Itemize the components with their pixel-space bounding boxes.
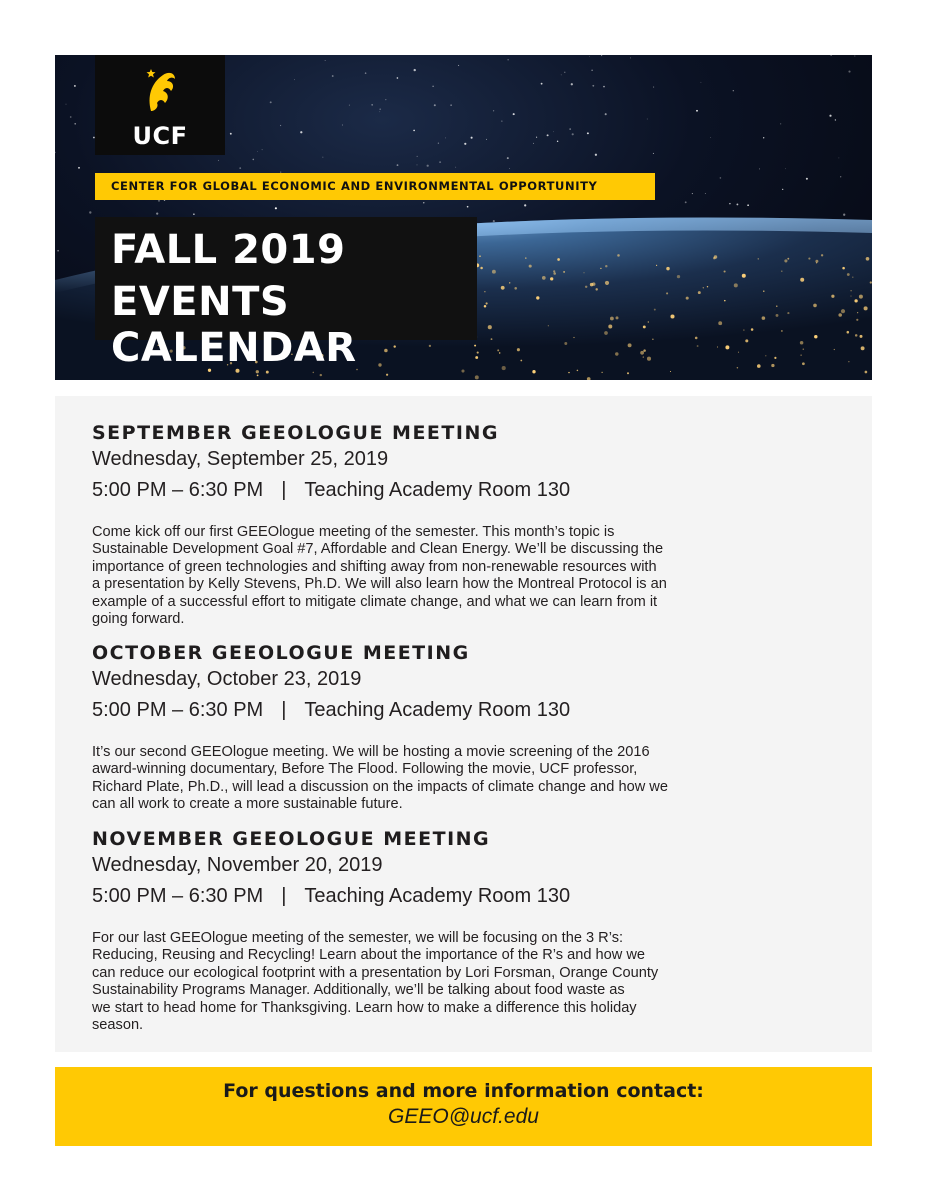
star bbox=[57, 250, 59, 252]
city-light bbox=[550, 277, 553, 280]
star bbox=[380, 112, 381, 113]
star bbox=[372, 104, 373, 105]
star bbox=[439, 161, 441, 163]
city-light bbox=[529, 265, 532, 268]
city-light bbox=[859, 295, 863, 299]
city-light bbox=[643, 356, 644, 357]
city-light bbox=[677, 275, 680, 278]
city-light bbox=[542, 276, 546, 280]
city-light bbox=[502, 366, 506, 370]
star bbox=[417, 165, 418, 166]
city-light bbox=[497, 349, 499, 351]
star bbox=[74, 85, 76, 87]
star bbox=[414, 69, 416, 71]
star bbox=[70, 116, 72, 118]
city-light bbox=[514, 287, 517, 290]
star bbox=[780, 123, 781, 124]
event-time: 5:00 PM – 6:30 PM bbox=[92, 885, 264, 907]
event-description bbox=[92, 744, 832, 814]
event-time: 5:00 PM – 6:30 PM bbox=[92, 479, 264, 501]
city-light bbox=[842, 267, 845, 270]
star bbox=[275, 207, 277, 209]
star bbox=[89, 211, 91, 213]
city-light bbox=[479, 255, 481, 257]
city-light bbox=[548, 325, 549, 326]
description-line: Come kick off our first GEEOlogue meeting of the semester. This month’s topic is bbox=[92, 524, 615, 540]
star bbox=[839, 158, 840, 159]
city-light bbox=[475, 375, 479, 379]
star bbox=[445, 138, 446, 139]
description-line: Sustainable Development Goal #7, Affordable and Clean Energy. We’ll be discussing the bbox=[92, 541, 664, 558]
description-line: season. bbox=[92, 1017, 144, 1034]
star bbox=[571, 83, 573, 85]
star bbox=[66, 104, 67, 105]
city-light bbox=[563, 271, 565, 273]
contact-email-link[interactable]: GEEO@ucf.edu bbox=[388, 1105, 539, 1128]
city-light bbox=[725, 345, 729, 349]
city-light bbox=[803, 348, 804, 349]
star bbox=[493, 110, 494, 111]
event-title: SEPTEMBER GEEOLOGUE MEETING bbox=[92, 422, 499, 444]
city-light bbox=[808, 258, 810, 260]
star bbox=[507, 157, 509, 159]
city-light bbox=[484, 305, 487, 308]
star bbox=[349, 105, 350, 106]
star bbox=[603, 86, 605, 88]
star bbox=[547, 134, 549, 136]
star bbox=[323, 157, 324, 158]
city-light bbox=[831, 295, 834, 298]
city-light bbox=[484, 291, 485, 292]
star bbox=[747, 204, 749, 206]
city-light bbox=[737, 367, 738, 368]
star bbox=[464, 143, 466, 145]
city-light bbox=[592, 282, 596, 286]
city-light bbox=[870, 281, 872, 283]
star bbox=[553, 131, 554, 132]
city-light bbox=[787, 312, 789, 314]
page-title bbox=[95, 217, 477, 371]
star bbox=[729, 203, 731, 205]
city-light bbox=[776, 306, 777, 307]
star bbox=[733, 90, 734, 91]
star bbox=[78, 167, 80, 169]
city-light bbox=[724, 270, 726, 272]
star bbox=[561, 75, 562, 76]
contact-footer bbox=[55, 1067, 872, 1146]
city-light bbox=[501, 286, 505, 290]
star bbox=[427, 165, 429, 167]
event-november bbox=[92, 828, 832, 1034]
city-light bbox=[717, 346, 718, 347]
city-light bbox=[648, 321, 649, 322]
city-light bbox=[266, 371, 269, 374]
description-line: importance of green technologies and shifting away from non-renewable resources with bbox=[92, 558, 657, 575]
city-light bbox=[856, 319, 858, 321]
city-light bbox=[610, 317, 614, 321]
city-light bbox=[751, 328, 754, 331]
description-line: can reduce our ecological footprint with a presentation by Lori Forsman, Orange County bbox=[92, 964, 659, 981]
star bbox=[280, 125, 281, 126]
star bbox=[365, 72, 367, 74]
city-light bbox=[714, 255, 717, 258]
city-light bbox=[670, 371, 671, 372]
separator: | bbox=[281, 479, 287, 501]
city-light bbox=[536, 296, 539, 299]
star bbox=[332, 75, 334, 77]
event-title: OCTOBER GEEOLOGUE MEETING bbox=[92, 642, 470, 664]
star bbox=[705, 193, 706, 194]
city-light bbox=[855, 334, 858, 337]
star bbox=[325, 60, 326, 61]
star bbox=[501, 121, 502, 122]
star bbox=[843, 214, 845, 216]
city-light bbox=[656, 265, 657, 266]
city-light bbox=[568, 372, 569, 373]
city-light bbox=[491, 338, 493, 340]
city-light bbox=[802, 362, 805, 365]
pegasus-icon bbox=[145, 67, 177, 117]
star bbox=[385, 99, 386, 100]
star bbox=[257, 151, 258, 152]
city-light bbox=[814, 335, 817, 338]
star bbox=[736, 203, 738, 205]
city-light bbox=[850, 290, 851, 291]
star bbox=[557, 141, 558, 142]
star bbox=[262, 149, 263, 150]
star bbox=[840, 176, 841, 177]
contact-label: For questions and more information contact: bbox=[223, 1080, 704, 1102]
star bbox=[647, 119, 648, 120]
star bbox=[417, 156, 418, 157]
star bbox=[270, 101, 272, 103]
city-light bbox=[848, 361, 849, 362]
star bbox=[595, 154, 597, 156]
event-location: Teaching Academy Room 130 bbox=[304, 885, 571, 907]
event-date: Wednesday, October 23, 2019 bbox=[92, 668, 362, 690]
description-line: Sustainability Programs Manager. Additionally, we’ll be talking about food waste as bbox=[92, 982, 625, 999]
star bbox=[434, 104, 436, 106]
city-light bbox=[866, 257, 870, 261]
city-light bbox=[509, 282, 510, 283]
city-light bbox=[774, 357, 776, 359]
star bbox=[239, 167, 241, 169]
star bbox=[397, 164, 399, 166]
city-light bbox=[821, 254, 823, 256]
events-panel bbox=[55, 396, 872, 1052]
event-september bbox=[92, 422, 832, 628]
star bbox=[829, 115, 831, 117]
star bbox=[589, 56, 590, 57]
ucf-logo-text: UCF bbox=[132, 122, 188, 150]
description-line: a presentation by Kelly Stevens, Ph.D. We will also learn how the Montreal Protocol is an bbox=[92, 576, 667, 593]
city-light bbox=[695, 337, 698, 340]
city-light bbox=[492, 270, 496, 274]
city-light bbox=[800, 341, 804, 345]
city-light bbox=[850, 296, 851, 297]
description-line: we start to head home for Thanksgiving. Learn how to make a difference this holiday bbox=[92, 999, 637, 1016]
city-light bbox=[652, 339, 653, 340]
ucf-logo bbox=[95, 55, 225, 155]
city-light bbox=[686, 297, 689, 300]
event-october bbox=[92, 642, 832, 814]
star bbox=[685, 201, 687, 203]
city-light bbox=[601, 372, 602, 373]
star bbox=[564, 72, 565, 73]
star bbox=[605, 113, 607, 115]
star bbox=[524, 204, 526, 206]
city-light bbox=[643, 349, 646, 352]
city-light bbox=[525, 257, 526, 258]
city-light bbox=[787, 258, 789, 260]
city-light bbox=[386, 374, 388, 376]
city-light bbox=[847, 273, 850, 276]
city-light bbox=[776, 314, 779, 317]
city-light bbox=[697, 345, 699, 347]
star bbox=[763, 137, 764, 138]
star bbox=[720, 177, 722, 179]
city-light bbox=[617, 254, 620, 257]
star bbox=[509, 168, 510, 169]
star bbox=[536, 137, 537, 138]
city-light bbox=[600, 268, 601, 269]
event-location: Teaching Academy Room 130 bbox=[304, 479, 571, 501]
star bbox=[541, 83, 543, 85]
star bbox=[230, 133, 232, 135]
star bbox=[696, 110, 698, 112]
city-light bbox=[480, 267, 483, 270]
city-light bbox=[703, 287, 704, 288]
city-light bbox=[758, 258, 759, 259]
title-line-2: EVENTS CALENDAR bbox=[111, 279, 357, 371]
city-light bbox=[718, 321, 722, 325]
star bbox=[252, 159, 254, 161]
star bbox=[458, 65, 459, 66]
event-date: Wednesday, September 25, 2019 bbox=[92, 448, 389, 470]
star bbox=[601, 55, 602, 56]
star bbox=[848, 71, 850, 73]
city-light bbox=[615, 352, 618, 355]
city-light bbox=[781, 271, 782, 272]
city-light bbox=[834, 349, 835, 350]
event-time-location bbox=[92, 699, 832, 722]
event-date: Wednesday, November 20, 2019 bbox=[92, 854, 383, 876]
description-line: For our last GEEOlogue meeting of the semester, we will be focusing on the 3 R’s: bbox=[92, 930, 624, 946]
city-light bbox=[838, 313, 842, 317]
city-light bbox=[738, 352, 739, 353]
city-light bbox=[313, 372, 315, 374]
city-light bbox=[486, 302, 488, 304]
star bbox=[591, 70, 593, 72]
star bbox=[653, 153, 654, 154]
event-location: Teaching Academy Room 130 bbox=[304, 699, 571, 721]
star bbox=[397, 77, 399, 79]
city-light bbox=[557, 258, 560, 261]
star bbox=[379, 108, 381, 110]
city-light bbox=[815, 260, 818, 263]
star bbox=[471, 137, 473, 139]
city-light bbox=[852, 277, 853, 278]
star bbox=[692, 193, 693, 194]
star bbox=[513, 113, 515, 115]
city-light bbox=[763, 291, 764, 292]
star bbox=[630, 57, 631, 58]
city-light bbox=[577, 370, 579, 372]
star bbox=[570, 129, 571, 130]
city-light bbox=[647, 357, 651, 361]
city-light bbox=[627, 372, 629, 374]
star bbox=[806, 178, 808, 180]
event-time: 5:00 PM – 6:30 PM bbox=[92, 699, 264, 721]
city-light bbox=[595, 288, 597, 290]
star bbox=[700, 82, 701, 83]
star bbox=[782, 189, 783, 190]
star bbox=[294, 79, 295, 80]
star bbox=[55, 152, 56, 153]
city-light bbox=[532, 370, 535, 373]
star bbox=[467, 206, 469, 208]
star bbox=[831, 55, 832, 56]
city-light bbox=[757, 364, 761, 368]
header-banner bbox=[55, 55, 872, 380]
city-light bbox=[765, 355, 766, 356]
city-light bbox=[654, 309, 656, 311]
star bbox=[300, 131, 302, 133]
star bbox=[455, 167, 456, 168]
event-title: NOVEMBER GEEOLOGUE MEETING bbox=[92, 828, 491, 850]
city-light bbox=[520, 360, 522, 362]
org-name-bar: CENTER FOR GLOBAL ECONOMIC AND ENVIRONMENTAL OPPORTUNITY bbox=[95, 173, 655, 200]
city-light bbox=[865, 371, 868, 374]
star bbox=[533, 143, 534, 144]
city-light bbox=[734, 283, 738, 287]
description-line: award-winning documentary, Before The Flood. Following the movie, UCF professor, bbox=[92, 761, 638, 778]
star bbox=[218, 160, 219, 161]
city-light bbox=[585, 286, 587, 288]
star bbox=[486, 139, 487, 140]
city-light bbox=[861, 346, 865, 350]
city-light bbox=[583, 272, 584, 273]
star bbox=[592, 85, 594, 87]
star bbox=[587, 132, 589, 134]
star bbox=[193, 213, 195, 215]
city-light bbox=[666, 292, 668, 294]
city-light bbox=[640, 351, 644, 355]
city-light bbox=[573, 337, 574, 338]
star bbox=[450, 104, 451, 105]
star bbox=[438, 143, 439, 144]
star bbox=[572, 133, 574, 135]
city-light bbox=[488, 325, 492, 329]
star bbox=[835, 119, 836, 120]
city-light bbox=[847, 331, 850, 334]
city-light bbox=[800, 354, 801, 355]
city-light bbox=[784, 259, 787, 262]
title-line-1: FALL 2019 bbox=[111, 227, 346, 273]
city-light bbox=[643, 325, 646, 328]
city-light bbox=[628, 343, 632, 347]
description-line: example of a successful effort to mitigate climate change, and what we can learn from it bbox=[92, 593, 658, 610]
city-light bbox=[813, 304, 817, 308]
star bbox=[710, 137, 711, 138]
city-light bbox=[707, 286, 708, 287]
city-light bbox=[854, 299, 857, 302]
star bbox=[342, 125, 343, 126]
city-light bbox=[864, 306, 868, 310]
city-light bbox=[860, 335, 863, 338]
city-light bbox=[608, 325, 612, 329]
event-description bbox=[92, 930, 832, 1034]
city-light bbox=[742, 274, 746, 278]
star bbox=[785, 168, 786, 169]
star bbox=[423, 202, 424, 203]
star bbox=[432, 86, 433, 87]
star bbox=[855, 56, 856, 57]
event-time-location bbox=[92, 479, 832, 502]
city-light bbox=[745, 339, 748, 342]
city-light bbox=[743, 330, 744, 331]
star bbox=[653, 87, 654, 88]
city-light bbox=[781, 330, 782, 331]
city-light bbox=[724, 300, 726, 302]
city-light bbox=[517, 348, 520, 351]
description-line: Reducing, Reusing and Recycling! Learn about the importance of the R’s and how we bbox=[92, 947, 646, 964]
separator: | bbox=[281, 885, 287, 907]
star bbox=[74, 123, 76, 125]
star bbox=[156, 212, 158, 214]
city-light bbox=[553, 272, 556, 275]
city-light bbox=[616, 316, 619, 319]
description-line: Richard Plate, Ph.D., will lead a discussion on the impacts of climate change and how we bbox=[92, 778, 668, 795]
city-light bbox=[257, 375, 259, 377]
star bbox=[508, 59, 509, 60]
city-light bbox=[698, 291, 701, 294]
city-light bbox=[841, 309, 845, 313]
city-light bbox=[553, 270, 555, 272]
city-light bbox=[857, 312, 858, 313]
city-light bbox=[762, 316, 766, 320]
star bbox=[493, 220, 495, 222]
event-time-location bbox=[92, 885, 832, 908]
event-description bbox=[92, 524, 832, 628]
city-light bbox=[666, 267, 669, 270]
city-light bbox=[605, 265, 607, 267]
star bbox=[413, 130, 415, 132]
description-line: going forward. bbox=[92, 611, 185, 628]
description-line: can all work to create a more sustainable future. bbox=[92, 796, 403, 813]
city-light bbox=[605, 281, 609, 285]
separator: | bbox=[281, 699, 287, 721]
description-line: It’s our second GEEOlogue meeting. We will be hosting a movie screening of the 2016 bbox=[92, 744, 650, 760]
city-light bbox=[320, 374, 322, 376]
city-light bbox=[564, 342, 567, 345]
city-light bbox=[604, 331, 608, 335]
star bbox=[759, 168, 760, 169]
city-light bbox=[670, 314, 674, 318]
city-light bbox=[771, 364, 774, 367]
city-light bbox=[800, 278, 804, 282]
city-light bbox=[499, 352, 500, 353]
